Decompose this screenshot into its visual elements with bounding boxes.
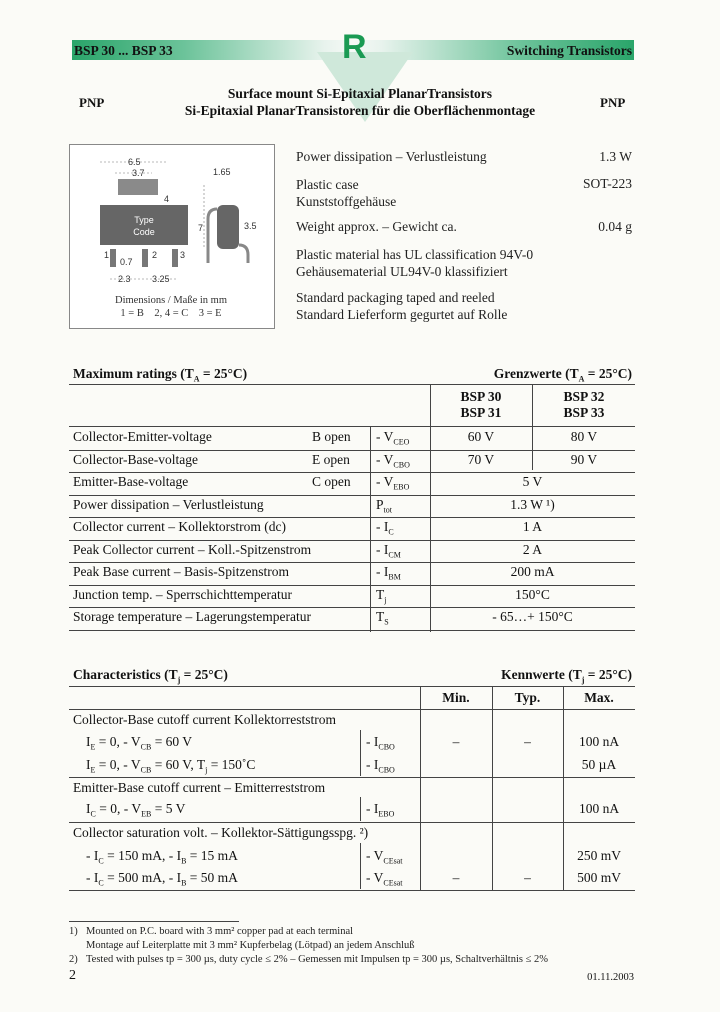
code-label: Code <box>133 227 155 237</box>
max-row-4: 250 mV <box>577 848 621 863</box>
dim-2-3: 2.3 <box>118 274 131 284</box>
cond-row-2: $I_E = 0$, - $V_{CB} = 60$ V, $T_j$ = 150˚C <box>86 757 256 775</box>
col-header-bsp30-31: BSP 30 BSP 31 <box>460 389 502 420</box>
footnote-1-de: Montage auf Leiterplatte mit 3 mm² Kupferbelag (Lötpad) an jedem Anschluß <box>86 940 415 951</box>
rating-value: 2 A <box>522 541 543 557</box>
rating-param: Power dissipation – Verlustleistung <box>73 496 264 512</box>
characteristics-title-de: Kennwerte $(T_j = 25^\circ C)$ <box>501 667 632 685</box>
rating-value: 5 V <box>522 474 543 489</box>
rating-symbol: - $V_{CEO}$ <box>376 429 410 447</box>
rating-condition: C open <box>312 474 351 489</box>
rating-param: Collector current – Kollektorstrom (dc) <box>73 519 286 534</box>
rating-value: 200 mA <box>510 564 555 579</box>
rating-param: Collector-Emitter-voltage <box>73 429 212 444</box>
sym-vcesat-2: - $V_{CEsat}$ <box>366 870 403 888</box>
spec-weight-value: 0.04 g <box>598 219 632 234</box>
cond-row-3: $I_C = 0$, - $V_{EB} = 5$ V <box>86 801 186 819</box>
spec-power-value: 1.3 W <box>599 149 632 164</box>
footer-date: 01.11.2003 <box>587 972 634 983</box>
rating-symbol: $T_S$ <box>376 609 389 627</box>
title-english: Surface mount Si-Epitaxial PlanarTransistors <box>227 86 493 101</box>
group-collector-saturation: Collector saturation volt. – Kollektor-Sättigungsspg. ²) <box>73 825 369 840</box>
max-row-3: 100 nA <box>578 801 620 816</box>
sym-iebo: - $I_{EBO}$ <box>366 801 395 819</box>
spec-case-value: SOT-223 <box>582 176 632 191</box>
typ-row-1: – <box>524 734 531 749</box>
rating-value: 150°C <box>515 586 550 602</box>
rating-condition: E open <box>312 451 350 467</box>
footnote-1-en: Mounted on P.C. board with 3 mm² copper pad at each terminal <box>86 926 354 937</box>
characteristics-title-en: Characteristics $(T_j = 25^\circ C)$ <box>73 667 228 685</box>
logo-icon: R <box>342 28 367 66</box>
typ-row-5: – <box>524 870 531 885</box>
rating-value: 1.3 W ¹) <box>510 496 555 512</box>
rating-param: Peak Collector current – Koll.-Spitzenstrom <box>73 541 312 557</box>
rating-param: Junction temp. – Sperrschichttemperatur <box>73 586 292 602</box>
rating-param: Storage temperature – Lagerungstemperatur <box>73 609 312 624</box>
rating-symbol: $T_j$ <box>376 586 387 605</box>
rating-value-bsp32-33: 90 V <box>570 451 598 467</box>
rating-value: - 65…+ 150°C <box>492 609 573 624</box>
pin-1-label: 1 <box>104 250 110 260</box>
rating-symbol: - $I_{BM}$ <box>376 564 401 582</box>
group-emitter-base-cutoff: Emitter-Base cutoff current – Emitterreststrom <box>73 780 326 795</box>
dim-7: 7 <box>198 223 204 233</box>
rating-param: Peak Base current – Basis-Spitzenstrom <box>73 564 289 579</box>
dim-3-7: 3.7 <box>132 168 145 178</box>
sym-icbo-1: - $I_{CBO}$ <box>366 734 395 752</box>
title-german: Si-Epitaxial PlanarTransistoren für die Oberflächenmontage <box>184 103 536 118</box>
footnote-2: Tested with pulses tp = 300 µs, duty cycle ≤ 2% – Gemessen mit Impulsen tp = 300 µs, Schaltverhältnis ≤ 2% <box>86 954 548 965</box>
package-caption-pins: 1 = B 2, 4 = C 3 = E <box>120 308 222 319</box>
footnote-1-mark: 1) <box>69 926 78 937</box>
cond-row-5: - $I_C = 500$ mA, - $I_B = 50$ mA <box>86 870 238 888</box>
header-part-range: BSP 30 ... BSP 33 <box>74 43 173 58</box>
spec-packaging-label: Standard packaging taped and reeled Standard Lieferform gegurtet auf Rolle <box>296 290 508 322</box>
pin-3-label: 3 <box>180 250 186 260</box>
rating-value-bsp32-33: 80 V <box>570 429 598 444</box>
dim-3-25: 3.25 <box>152 274 170 284</box>
dim-1-65: 1.65 <box>213 167 231 177</box>
col-header-bsp32-33: BSP 32 BSP 33 <box>563 389 605 420</box>
max-row-1: 100 nA <box>578 734 620 749</box>
page-number: 2 <box>69 968 76 983</box>
col-header-max: Max. <box>584 690 614 705</box>
cond-row-1: $I_E = 0$, - $V_{CB} = 60$ V <box>86 734 193 752</box>
rating-symbol: - $I_C$ <box>376 519 394 537</box>
spec-case-label: Plastic case Kunststoffgehäuse <box>296 177 397 209</box>
spec-weight-label: Weight approx. – Gewicht ca. <box>296 219 457 234</box>
spec-power-label: Power dissipation – Verlustleistung <box>296 149 487 164</box>
rating-symbol: - $V_{CBO}$ <box>376 451 410 470</box>
header-category: Switching Transistors <box>506 43 632 58</box>
rating-param: Collector-Base-voltage <box>73 451 198 467</box>
footnote-2-mark: 2) <box>69 954 78 965</box>
pnp-label-right: PNP <box>600 95 626 110</box>
rating-condition: B open <box>312 429 351 444</box>
min-row-5: – <box>452 870 460 885</box>
rating-symbol: - $V_{EBO}$ <box>376 474 410 492</box>
cond-row-4: - $I_C = 150$ mA, - $I_B = 15$ mA <box>86 848 238 866</box>
rating-symbol: $P_{tot}$ <box>376 496 392 515</box>
max-ratings-title-de: Grenzwerte $(T_A = 25^\circ C)$ <box>493 366 632 384</box>
max-ratings-title-en: Maximum ratings $(T_A = 25^\circ C)$ <box>73 366 248 384</box>
rating-value: 1 A <box>522 519 543 534</box>
rating-param: Emitter-Base-voltage <box>73 474 189 489</box>
col-header-typ: Typ. <box>514 690 541 705</box>
rating-value-bsp30-31: 60 V <box>467 429 495 444</box>
spec-ul-label: Plastic material has UL classification 94V-0 Gehäusematerial UL94V-0 klassifiziert <box>296 247 534 279</box>
dim-6-5: 6.5 <box>128 157 141 167</box>
rating-value-bsp30-31: 70 V <box>467 451 495 467</box>
pin-4-label: 4 <box>164 194 170 204</box>
pnp-label-left: PNP <box>79 95 105 110</box>
sym-vcesat-1: - $V_{CEsat}$ <box>366 848 403 866</box>
max-row-5: 500 mV <box>577 870 621 885</box>
col-header-min: Min. <box>442 690 470 705</box>
dim-3-5: 3.5 <box>244 221 257 231</box>
rating-symbol: - $I_{CM}$ <box>376 541 401 560</box>
min-row-1: – <box>452 734 460 749</box>
pin-2-label: 2 <box>152 250 158 260</box>
package-caption-dimensions: Dimensions / Maße in mm <box>115 295 227 306</box>
group-collector-base-cutoff: Collector-Base cutoff current Kollektorreststrom <box>73 712 337 727</box>
sym-icbo-2: - $I_{CBO}$ <box>366 757 395 775</box>
type-label: Type <box>134 215 154 225</box>
max-row-2: 50 µA <box>581 757 617 772</box>
dim-0-7: 0.7 <box>120 257 133 267</box>
